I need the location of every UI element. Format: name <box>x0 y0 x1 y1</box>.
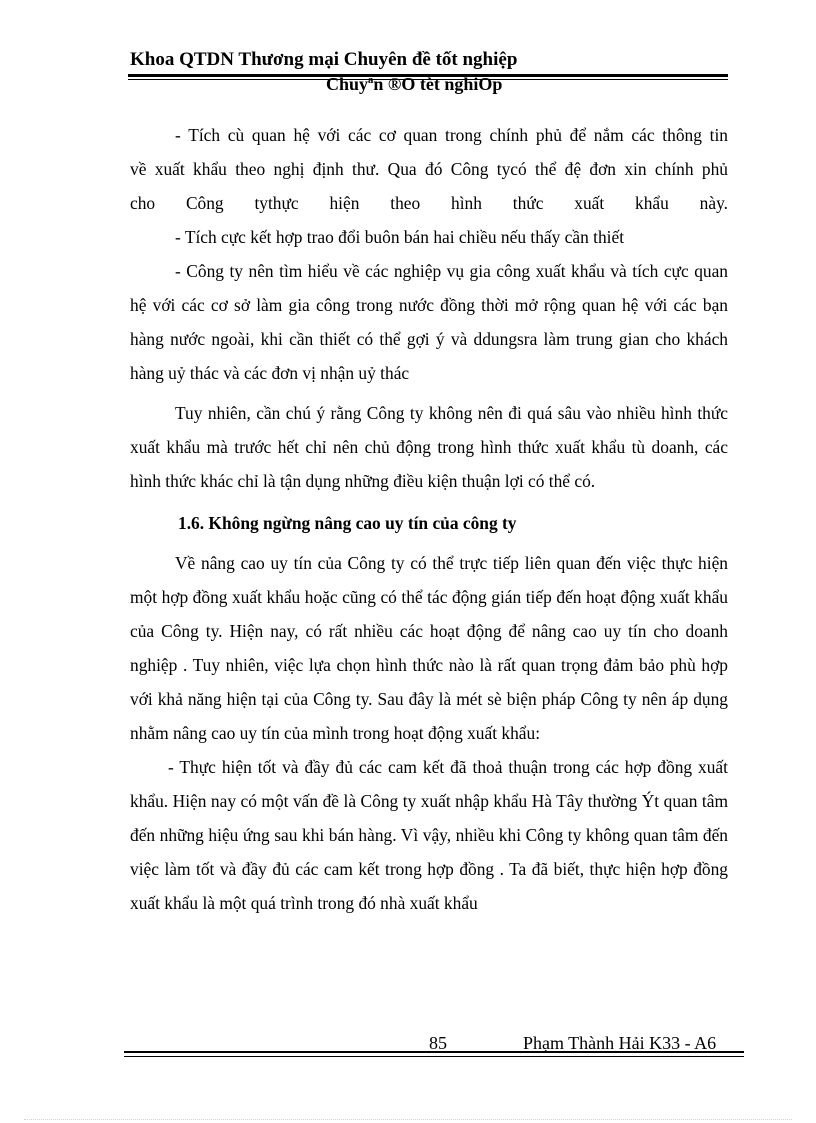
paragraph: - Tích cực kết hợp trao đổi buôn bán hai chiều nếu thấy cần thiết <box>175 227 625 247</box>
paragraph: - Thực hiện tốt và đầy đủ các cam kết đã thoả thuận trong các hợp đồng xuất khẩu. Hiện nay có một vấn đề là Công ty xuất nhập khẩu Hà Tây thường Ýt quan tâm đến những hiệu ứng sau khi bán hàng. Vì vậy, nhiều khi Công ty không quan tâm đến việc làm tốt và đầy đủ các cam kết trong hợp đồng . Ta đã biết, thực hiện hợp đồng xuất khẩu là một quá trình trong đó nhà xuất khẩu <box>130 757 728 913</box>
paragraph: - Công ty nên tìm hiểu về các nghiệp vụ gia công xuất khẩu và tích cực quan hệ với các cơ sở làm gia công trong nước đồng thời mở rộng quan hệ với các bạn hàng nước ngoài, khi cần thiết có thể gợi ý và ddungsra làm trung gian cho khách hàng uỷ thác và các đơn vị nhận uỷ thác <box>130 261 728 383</box>
paragraph: Tuy nhiên, cần chú ý rằng Công ty không nên đi quá sâu vào nhiều hình thức xuất khẩu mà trước hết chỉ nên chủ động trong hình thức xuất khẩu tù doanh, các hình thức khác chỉ là tận dụng những điều kiện thuận lợi có thể có. <box>130 403 728 491</box>
header-garbled-title: Chuyªn ®Ò tèt nghiÖp <box>326 74 503 94</box>
page-edge-dotted-line <box>24 1119 792 1120</box>
paragraph-line: về xuất khẩu theo nghị định thư. Qua đó Công tycó thể đệ đơn xin chính phủ <box>130 159 728 179</box>
page-number: 85 <box>429 1033 447 1053</box>
section-heading: 1.6. Không ngừng nâng cao uy tín của công ty <box>178 513 517 533</box>
header-title: Khoa QTDN Thương mại Chuyên đề tốt nghiệp <box>130 49 518 70</box>
paragraph-line: cho Công tythực hiện theo hình thức xuất khẩu này. <box>130 193 728 213</box>
body-text <box>130 118 728 920</box>
footer-author: Phạm Thành Hải K33 - A6 <box>523 1033 717 1053</box>
paragraph-line: - Tích cù quan hệ với các cơ quan trong chính phủ để nắm các thông tin <box>175 125 728 145</box>
paragraph: Về nâng cao uy tín của Công ty có thể trực tiếp liên quan đến việc thực hiện một hợp đồng xuất khẩu hoặc cũng có thể tác động gián tiếp đến hoạt động xuất khẩu của Công ty. Hiện nay, có rất nhiều các hoạt động để nâng cao uy tín cho doanh nghiệp . Tuy nhiên, việc lựa chọn hình thức nào là rất quan trọng đảm bảo phù hợp với khả năng hiện tại của Công ty. Sau đây là mét sè biện pháp Công ty nên áp dụng nhằm nâng cao uy tín của mình trong hoạt động xuất khẩu: <box>130 553 728 743</box>
footer-rule-thick <box>124 1051 744 1053</box>
footer-rule-thin <box>124 1056 744 1057</box>
